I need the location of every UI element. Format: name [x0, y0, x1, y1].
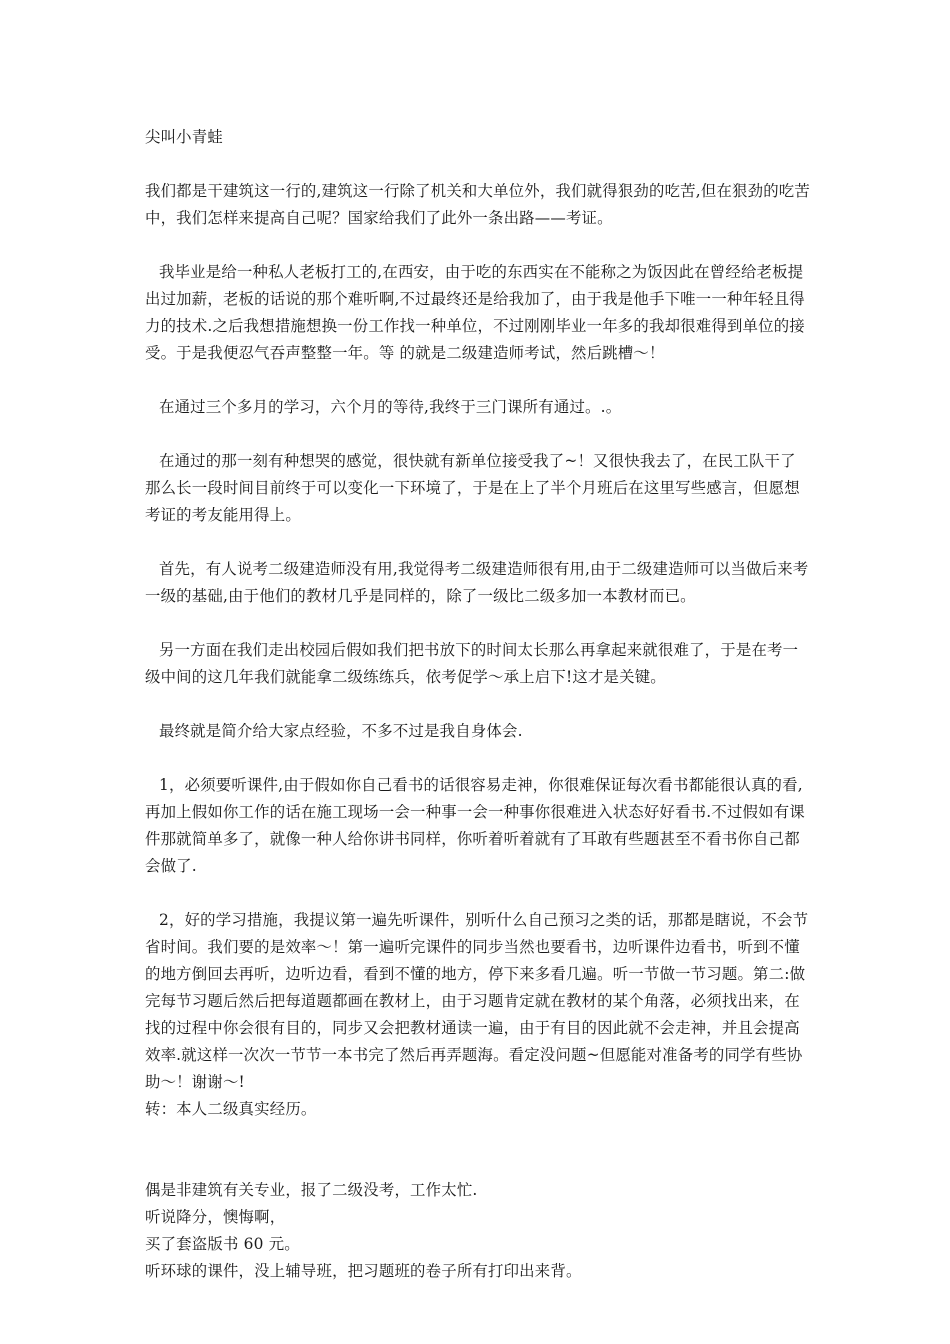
paragraph-tip-1: 1，必须要听课件,由于假如你自己看书的话很容易走神，你很难保证每次看书都能很认真的看,再加上假如你工作的话在施工现场一会一种事一会一种事你很难进入状态好好看书.不过假如有课件那就简单多了，就像一种人给你讲书同样，你听着听着就有了耳敢有些题甚至不看书你自己都会做了. [145, 776, 805, 875]
paragraph-source: 转：本人二级真实经历。 [145, 1100, 317, 1118]
reply-line: 听环球的课件，没上辅导班，把习题班的卷子所有打印出来背。 [145, 1262, 582, 1280]
paragraph-tip-2: 2，好的学习措施，我提议第一遍先听课件，别听什么自己预习之类的话，那都是瞎说，不会节省时间。我们要的是效率～！第一遍听完课件的同步当然也要看书，边听课件边看书，听到不懂的地方倒回去再听，边听边看，看到不懂的地方，停下来多看几遍。听一节做一节习题。第二:做完每节习题后然后把每道题都画在教材上，由于习题肯定就在教材的某个角落，必须找出来，在找的过程中你会很有目的，同步又会把教材通读一遍，由于有目的因此就不会走神，并且会提高效率.就这样一次次一节节一本书完了然后再弄题海。看定没问题~但愿能对准备考的同学有些协助～！谢谢～! [145, 911, 809, 1091]
document-page [145, 124, 810, 1285]
paragraph-intro: 我们都是干建筑这一行的,建筑这一行除了机关和大单位外，我们就得狠劲的吃苦,但在狠劲的吃苦中，我们怎样来提高自己呢？国家给我们了此外一条出路——考证。 [145, 182, 810, 227]
reply-line: 偶是非建筑有关专业，报了二级没考，工作太忙. [145, 1181, 478, 1199]
paragraph-first-point: 首先，有人说考二级建造师没有用,我觉得考二级建造师很有用,由于二级建造师可以当做后来考一级的基础,由于他们的教材几乎是同样的，除了一级比二级多加一本教材而已。 [145, 560, 809, 605]
paragraph-background: 我毕业是给一种私人老板打工的,在西安，由于吃的东西实在不能称之为饭因此在曾经给老板提出过加薪，老板的话说的那个难听啊,不过最终还是给我加了，由于我是他手下唯一一种年轻且得力的技术.之后我想措施想换一份工作找一种单位，不过刚刚毕业一年多的我却很难得到单位的接受。于是我便忍气吞声整整一年。等 的就是二级建造师考试，然后跳槽～！ [145, 263, 805, 362]
paragraph-second-point: 另一方面在我们走出校园后假如我们把书放下的时间太长那么再拿起来就很难了，于是在考一级中间的这几年我们就能拿二级练练兵，依考促学～承上启下!这才是关键。 [145, 641, 799, 686]
reply-line: 买了套盗版书 60 元。 [145, 1235, 300, 1253]
paragraph-result: 在通过三个多月的学习，六个月的等待,我终于三门课所有通过。.。 [159, 398, 622, 416]
paragraph-experience-intro: 最终就是简介给大家点经验，不多不过是我自身体会. [159, 722, 523, 740]
reply-line: 听说降分，懊悔啊， [145, 1208, 286, 1226]
paragraph-feeling: 在通过的那一刻有种想哭的感觉，很快就有新单位接受我了~！又很快我去了，在民工队干了那么长一段时间目前终于可以变化一下环境了，于是在上了半个月班后在这里写些感言，但愿想考证的考友能用得上。 [145, 452, 800, 524]
document-title: 尖叫小青蛙 [145, 128, 223, 146]
